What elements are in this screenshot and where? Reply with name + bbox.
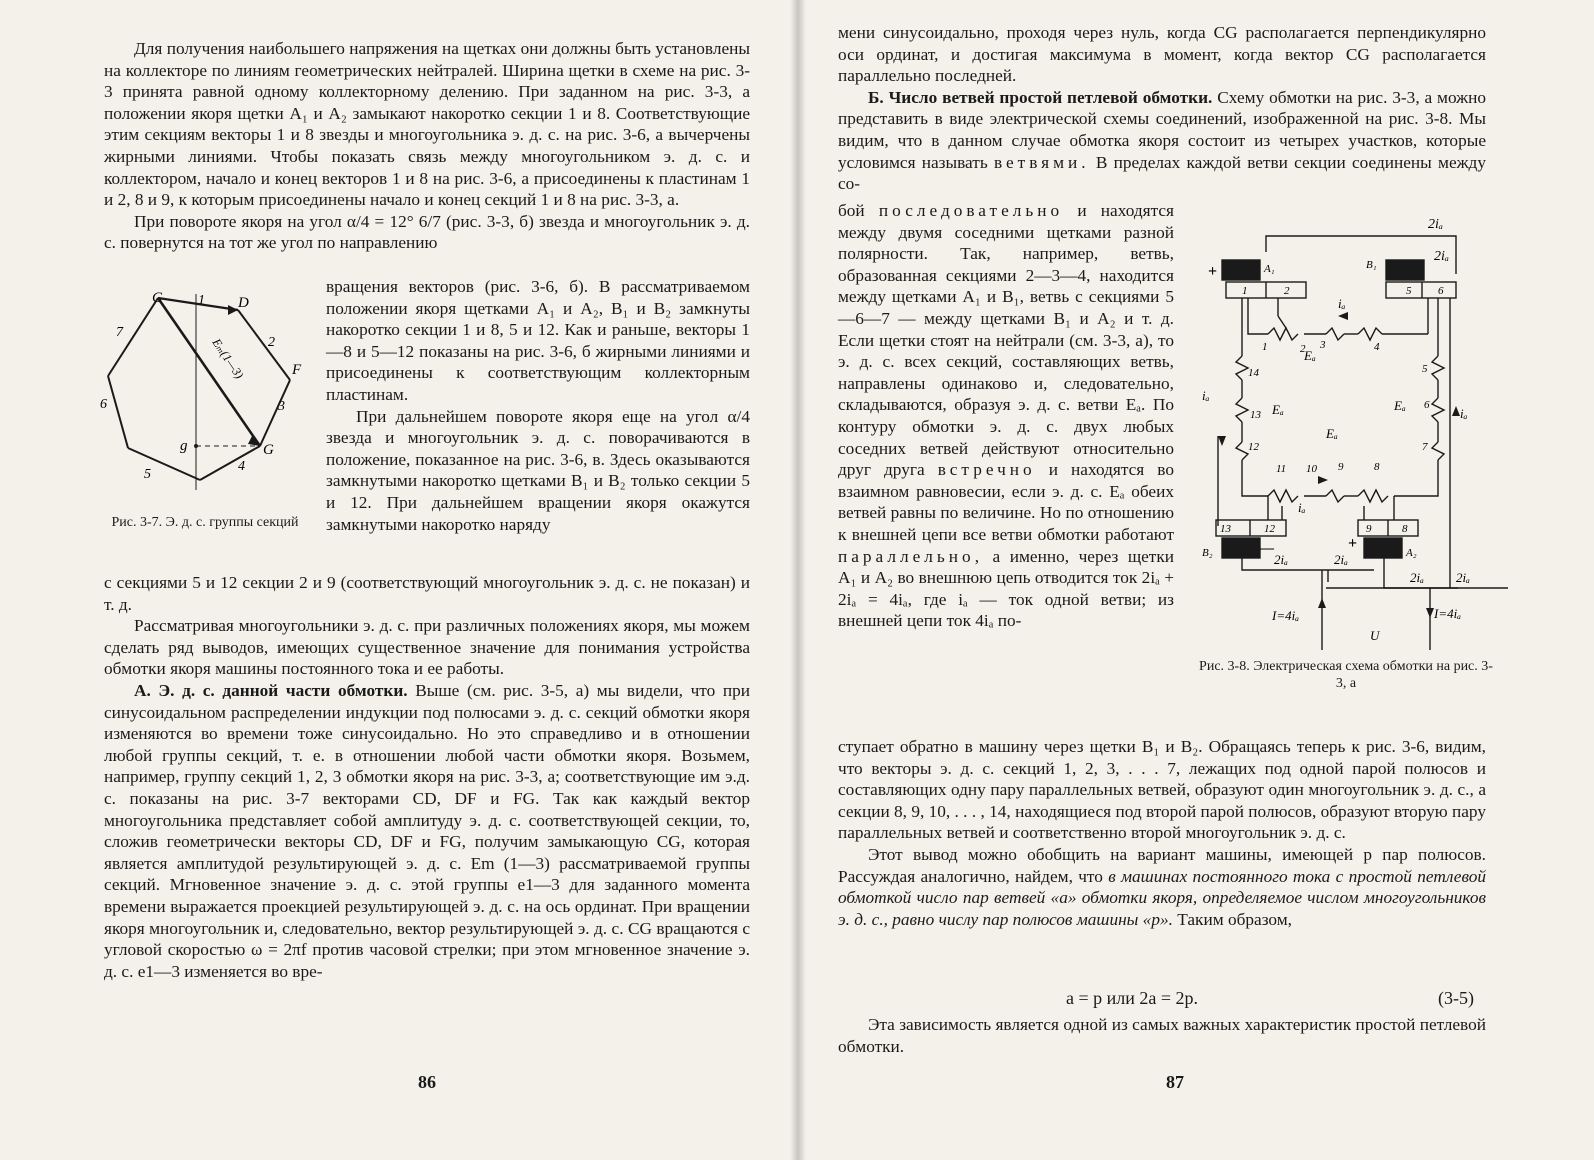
svg-text:2iₐ: 2iₐ bbox=[1334, 552, 1348, 567]
svg-text:+: + bbox=[1348, 535, 1358, 552]
svg-text:1: 1 bbox=[1262, 341, 1268, 353]
svg-text:6: 6 bbox=[100, 397, 107, 412]
svg-text:Eₘ(1—3): Eₘ(1—3) bbox=[209, 335, 247, 382]
svg-text:5: 5 bbox=[1406, 285, 1412, 297]
svg-text:2iₐ: 2iₐ bbox=[1410, 570, 1424, 585]
figure-3-7 bbox=[100, 290, 322, 510]
book-gutter bbox=[790, 0, 806, 1160]
formula-3-5: a = p или 2a = 2p. bbox=[1066, 988, 1199, 1008]
svg-text:12: 12 bbox=[1248, 441, 1259, 453]
left-para-main: с секциями 5 и 12 секции 2 и 9 (соответствующий многоугольник э. д. с. не показан) и т. д. Рассматривая многоугольники э. д. с. при различных положениях якоря, мы можем сделать ряд выводов, имеющих существенное значение для понимания устройства обмотки якоря машины постоянного тока и ее работы. А. Э. д. с. данной части обмотки. Выше (см. рис. 3-5, а) мы видели, что при синусоидальном распределении индукции под полюсами э. д. с. секций обмотки якоря изменяются во времени тоже синусоидально. Но это справедливо и в отношении любой группы секций, т. е. в отношении любой части обмотки якоря. Возьмем, например, группу секций 1, 2, 3 обмотки якоря на рис. 3-3, а; соответствующие им э.д. с. показаны на рис. 3-7 векторами CD, DF и FG. Так как каждый вектор многоугольника представляет собой амплитуду э. д. с. соответствующей секции, то, сложив геометрически векторы CD, DF и FG, получим замыкающую CG, которая является амплитудой результирующей э. д. с. Em (1—3) рассматриваемой группы секций. Мгновенное значение э. д. с. этой группы e1—3 для заданного момента времени выражается проекцией результирующей э. д. с. на ось ординат. При вращении якоря многоугольник и, следовательно, вектор результирующей э. д. с. CG вращаются с угловой скоростью ω = 2πf против часовой стрелки; при этом мгновенное значение э. д. с. e1—3 изменяется во вре- bbox=[104, 573, 751, 981]
right-wrap-column: бой последовательно и находятся между двумя соседними щетками разной полярности. Так, например, ветвь, образованная секциями 2—3—4, находится между щетками A₁ и B₁, ветвь с секциями 5—6—7 — между щетками B₁ и A₂ и т. д. Если щетки стоят на нейтрали (см. 3-3, а), то э. д. с. всех секций, составляющих ветвь, направлены одинаково и, следовательно, складываются, образуя э. д. с. ветви Eₐ. По контуру обмотки э. д. с. двух любых соседних ветвей действуют относительно друг друга встречно и находятся во взаимном равновесии, если э. д. с. Eₐ обеих ветвей равны по величине. Но по отношению к внешней цепи все ветви обмотки работают параллельно, а именно, через щетки A₁ и A₂ во внешнюю цепь отводится ток 2iₐ + 2iₐ = 4iₐ, где iₐ — ток одной ветви; из внешней цепи ток 4iₐ по- bbox=[838, 201, 1174, 631]
svg-text:12: 12 bbox=[1264, 523, 1275, 535]
svg-text:8: 8 bbox=[1402, 523, 1408, 535]
svg-text:B₁: B₁ bbox=[1366, 259, 1377, 271]
page-number-right: 87 bbox=[1166, 1072, 1184, 1092]
svg-text:iₐ: iₐ bbox=[1338, 296, 1346, 311]
svg-text:2: 2 bbox=[1300, 343, 1306, 355]
svg-text:A₂: A₂ bbox=[1406, 547, 1417, 559]
svg-text:Eₐ: Eₐ bbox=[1326, 426, 1338, 441]
page-number-left: 86 bbox=[418, 1072, 436, 1092]
svg-text:1: 1 bbox=[1242, 285, 1248, 297]
svg-text:2iₐ: 2iₐ bbox=[1428, 217, 1443, 232]
svg-text:13: 13 bbox=[1250, 409, 1261, 421]
svg-text:I=4iₐ: I=4iₐ bbox=[1272, 608, 1300, 623]
svg-text:6: 6 bbox=[1424, 399, 1430, 411]
svg-text:9: 9 bbox=[1366, 523, 1372, 535]
svg-text:Eₐ: Eₐ bbox=[1304, 348, 1316, 363]
svg-text:A₁: A₁ bbox=[1264, 263, 1275, 275]
svg-text:Eₐ: Eₐ bbox=[1394, 398, 1406, 413]
right-page bbox=[798, 0, 1594, 1160]
equation-number: (3-5) bbox=[1438, 988, 1474, 1008]
right-para-main: ступает обратно в машину через щетки B₁ и B₂. Обращаясь теперь к рис. 3-6, видим, что векторы э. д. с. секций 1, 2, 3, . . . 7, лежащих под одной парой полюсов и составляющих одну пару параллельных ветвей, образуют один многоугольник э. д. с., а секции 8, 9, 10, . . . , 14, находящиеся под второй парой полюсов, образуют вторую пару параллельных ветвей и соответственно второй многоугольник э. д. с. Этот вывод можно обобщить на вариант машины, имеющей p пар полюсов. Рассуждая аналогично, найдем, что в машинах постоянного тока с простой петлевой обмоткой число пар ветвей «а» обмотки якоря, определяемое числом многоугольников э. д. с., равно числу пар полюсов машины «p». Таким образом, bbox=[838, 737, 1487, 929]
svg-text:2iₐ: 2iₐ bbox=[1434, 249, 1449, 264]
svg-text:7: 7 bbox=[116, 325, 123, 340]
svg-text:U: U bbox=[1370, 628, 1380, 643]
svg-text:1: 1 bbox=[198, 293, 205, 308]
svg-text:C: C bbox=[152, 290, 163, 306]
svg-text:2: 2 bbox=[268, 335, 275, 350]
vector-5 bbox=[128, 448, 200, 480]
svg-text:5: 5 bbox=[1422, 363, 1428, 375]
svg-text:11: 11 bbox=[1276, 463, 1287, 475]
svg-text:14: 14 bbox=[1248, 367, 1259, 379]
svg-text:G: G bbox=[263, 442, 274, 458]
svg-text:iₐ: iₐ bbox=[1202, 388, 1210, 403]
svg-text:iₐ: iₐ bbox=[1298, 500, 1306, 515]
vector-4 bbox=[200, 446, 260, 480]
vector-6 bbox=[108, 376, 128, 448]
svg-text:4: 4 bbox=[1374, 341, 1380, 353]
svg-text:g: g bbox=[180, 438, 188, 454]
svg-text:D: D bbox=[238, 295, 249, 311]
svg-text:—: — bbox=[1260, 541, 1274, 556]
left-para-1: Для получения наибольшего напряжения на щетках они должны быть установлены на коллекторе по линиям геометрических нейтралей. Ширина щетки в схеме на рис. 3-3 принята равной одному коллекторному делению. При заданном на рис. 3-3, а положении якоря щетки A₁ и A₂ замыкают накоротко секции 1 и 8. Соответствующие этим секциям векторы 1 и 8 звезды и многоугольника э. д. с. на рис. 3-6, а вычерчены жирными линиями. Чтобы показать связь между многоугольником э. д. с. и коллектором, начало и конец векторов 1 и 8 на рис. 3-6, а присоединены к пластинам 1 и 2, 8 и 9, к которым присоединены начало и конец секций 1 и 8 на рис. 3-3, а. При повороте якоря на угол α/4 = 12° 6/7 (рис. 3-3, б) звезда и многоугольник э. д. с. повернутся на тот же угол по направлению bbox=[104, 39, 750, 253]
svg-text:5: 5 bbox=[144, 467, 151, 482]
svg-text:3: 3 bbox=[278, 399, 285, 414]
svg-text:2: 2 bbox=[1284, 285, 1290, 297]
svg-text:8: 8 bbox=[1374, 461, 1380, 473]
left-wrap-column: вращения векторов (рис. 3-6, б). В рассматриваемом положении якоря щетками A₁ и A₂, B₁ и B₂ замкнуты накоротко секции 1 и 8, 5 и 12. Как и раньше, векторы 1—8 и 5—12 показаны на рис. 3-6, б жирными линиями и присоединены к соответствующим коллекторным пластинам. При дальнейшем повороте якоря еще на угол α/4 звезда и многоугольник э. д. с. поворачиваются в положение, показанное на рис. 3-6, в. Здесь оказываются замкнутыми накоротко щетками B₁ и B₂ только секции 5 и 12. При дальнейшем вращении якоря окажутся замкнутыми накоротко наряду bbox=[326, 277, 750, 534]
svg-text:2iₐ: 2iₐ bbox=[1274, 552, 1288, 567]
svg-text:B₂: B₂ bbox=[1202, 547, 1213, 559]
svg-text:2iₐ: 2iₐ bbox=[1456, 570, 1470, 585]
svg-text:I=4iₐ: I=4iₐ bbox=[1434, 606, 1462, 621]
vector-df bbox=[238, 310, 290, 380]
svg-text:3: 3 bbox=[1320, 339, 1326, 351]
svg-text:6: 6 bbox=[1438, 285, 1444, 297]
svg-text:Eₐ: Eₐ bbox=[1272, 402, 1284, 417]
svg-text:iₐ: iₐ bbox=[1460, 406, 1468, 421]
svg-text:7: 7 bbox=[1422, 441, 1428, 453]
svg-text:10: 10 bbox=[1306, 463, 1317, 475]
figure-3-8 bbox=[1198, 206, 1508, 650]
svg-text:4: 4 bbox=[238, 459, 245, 474]
vector-fg bbox=[260, 380, 290, 446]
svg-text:9: 9 bbox=[1338, 461, 1344, 473]
figure-3-7-caption: Рис. 3-7. Э. д. с. группы секций bbox=[111, 515, 299, 530]
svg-text:+: + bbox=[1208, 263, 1218, 280]
right-para-top: мени синусоидально, проходя через нуль, когда CG располагается перпендикулярно оси ординат, и достигая максимума в момент, когда вектор CG располагается параллельно последней. Б. Число ветвей простой петлевой обмотки. Схему обмотки на рис. 3-3, а можно представить в виде электрической схемы соединений, изображенной на рис. 3-8. Мы видим, что в данном случае обмотка якоря состоит из четырех участков, которые условимся называть ветвями. В пределах каждой ветви секции соединены между со- bbox=[838, 23, 1487, 194]
right-para-final: Эта зависимость является одной из самых важных характеристик простой петлевой обмотки. bbox=[838, 1015, 1486, 1056]
svg-text:13: 13 bbox=[1220, 523, 1231, 535]
svg-text:F: F bbox=[292, 362, 302, 378]
figure-3-8-caption: Рис. 3-8. Электрическая схема обмотки на рис. 3-3, а bbox=[1199, 659, 1493, 691]
